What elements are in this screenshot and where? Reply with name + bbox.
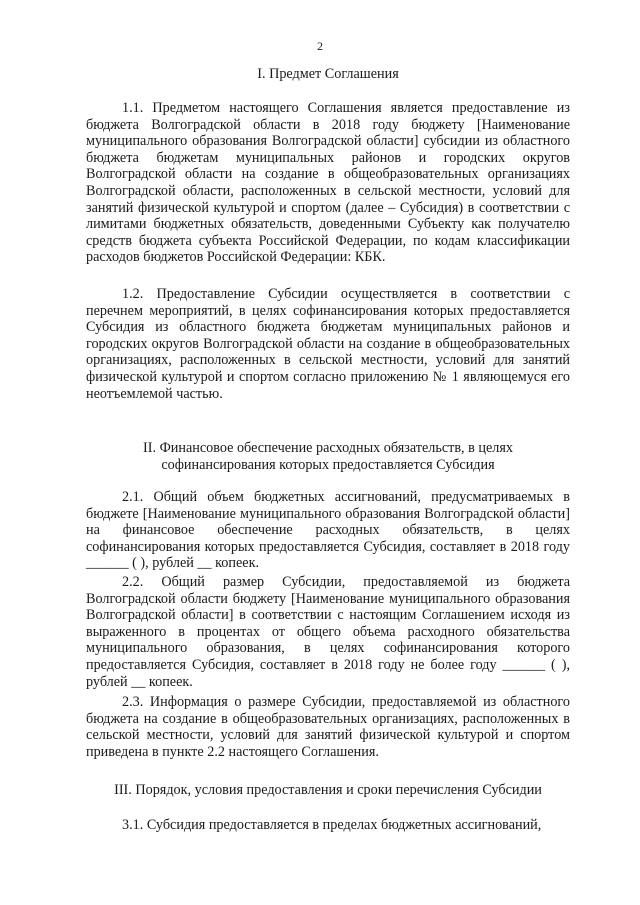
section-1-title: I. Предмет Соглашения xyxy=(257,66,399,82)
paragraph-1-1-text: 1.1. Предметом настоящего Соглашения является предоставление из бюджета Волгоградской области в 2018 году бюджету [Наименование муниципального образования Волгоградской области] субсидии из областного бюджета бюджетам муниципальных районов и городских округов Волгоградской области на создание в общеобразовательных организациях Волгоградской области, расположенных в сельской местности, условий для занятий физической культурой и спортом (далее – Субсидия) в соответствии с лимитами бюджетных обязательств, доведенными Субъекту как получателю средств бюджета субъекта Российской Федерации, по кодам классификации расходов бюджетов Российской Федерации: КБК. xyxy=(86,100,570,266)
section-3-title: III. Порядок, условия предоставления и сроки перечисления Субсидии xyxy=(114,782,542,798)
section-2-title: II. Финансовое обеспечение расходных обязательств, в целях софинансирования которых предоставляется Субсидия xyxy=(143,440,513,473)
paragraph-1-1 xyxy=(86,100,570,266)
paragraph-2-3-text: 2.3. Информация о размере Субсидии, предоставляемой из областного бюджета на создание в общеобразовательных организациях, расположенных в сельской местности, условий для занятий физической культурой и спортом приведена в пункте 2.2 настоящего Соглашения. xyxy=(86,694,570,760)
page-number: 2 xyxy=(317,39,323,53)
paragraph-2-1 xyxy=(86,489,570,572)
paragraph-3-1 xyxy=(86,817,570,834)
paragraph-1-2-text: 1.2. Предоставление Субсидии осуществляется в соответствии с перечнем мероприятий, в целях софинансирования которых предоставляется Субсидия из областного бюджета бюджетам муниципальных районов и городских округов Волгоградской области на создание в общеобразовательных организациях, расположенных в сельской местности, условий для занятий физической культурой и спортом согласно приложению № 1 являющемуся его неотъемлемой частью. xyxy=(86,286,570,402)
paragraph-2-2 xyxy=(86,574,570,690)
paragraph-2-1-text: 2.1. Общий объем бюджетных ассигнований, предусматриваемых в бюджете [Наименование муниципального образования Волгоградской области] на финансовое обеспечение расходных обязательств, в целях софинансирования которых предоставляется Субсидия, составляет в 2018 году ______ ( ), рублей __ копеек. xyxy=(86,489,570,572)
paragraph-3-1-text: 3.1. Субсидия предоставляется в пределах бюджетных ассигнований, xyxy=(122,817,542,833)
paragraph-2-3 xyxy=(86,694,570,760)
paragraph-1-2 xyxy=(86,286,570,402)
paragraph-2-2-text: 2.2. Общий размер Субсидии, предоставляемой из бюджета Волгоградской области бюджету [Наименование муниципального образования Волгоградской области] в соответствии с настоящим Соглашением исходя из выраженного в процентах от общего объема расходного обязательства муниципального образования, в целях софинансирования которого предоставляется Субсидия, составляет в 2018 году не более году ______ ( ), рублей __ копеек. xyxy=(86,574,570,690)
